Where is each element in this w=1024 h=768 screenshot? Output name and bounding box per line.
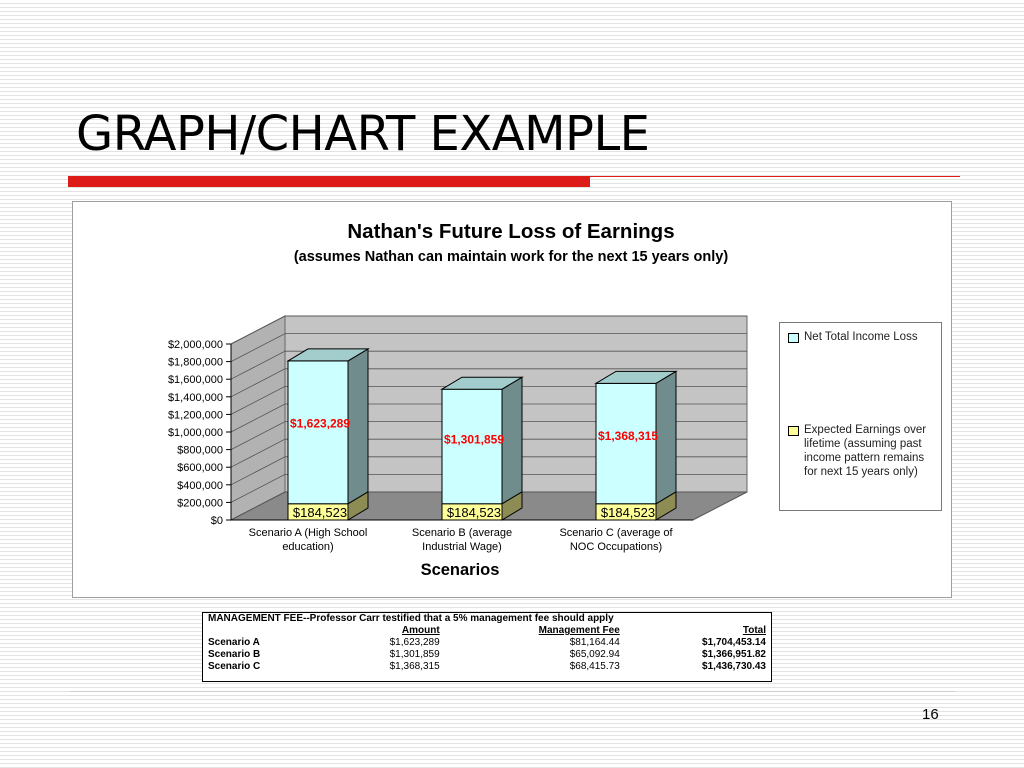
x-tick-label: Scenario A (High School [248,527,368,539]
fee-row-total: $1,704,453.14 [702,637,766,648]
bar-segment-front [288,361,351,504]
fee-table-header-row [203,625,771,637]
fee-row-total: $1,366,951.82 [702,649,766,660]
x-tick-label: Industrial Wage) [422,541,502,553]
x-tick-label: education) [282,541,334,553]
fee-row-total: $1,436,730.43 [702,661,766,672]
y-tick-label: $0 [210,515,223,527]
bar-data-label: $1,301,859 [443,432,505,447]
y-tick-label: $1,200,000 [167,409,223,422]
y-tick-label: $2,000,000 [167,339,223,351]
footer-divider [70,691,956,692]
bar-segment-side [502,377,522,504]
slide-title: GRAPH/CHART EXAMPLE [76,106,650,162]
fee-row-amount: $1,301,859 [389,649,440,660]
bar-data-label: $184,523 [292,504,348,520]
x-tick-label: NOC Occupations) [569,541,663,553]
legend-label-expected-earnings: Expected Earnings over lifetime (assuming past income pattern remains for next 15 years only) [804,424,927,478]
title-underline-thin [590,176,960,177]
fee-table-title: MANAGEMENT FEE--Professor Carr testified that a 5% management fee should apply [208,613,614,624]
table-row [203,649,771,661]
fee-row-management-fee: $68,415.73 [569,661,620,672]
bar-segment-front [442,389,505,504]
chart-frame [72,201,952,598]
bar-data-label: $1,623,289 [289,416,351,431]
chart-title: Nathan's Future Loss of Earnings [347,220,675,243]
chart-legend [779,322,942,511]
fee-row-label: Scenario B [208,649,261,660]
y-tick-label: $1,400,000 [167,391,223,404]
legend-swatch-net-income-loss [788,333,799,343]
y-tick-label: $1,800,000 [167,356,223,369]
fee-row-label: Scenario C [208,661,261,672]
table-row [203,661,771,673]
bar-segment-front [596,383,659,503]
y-tick-label: $1,000,000 [167,427,223,439]
management-fee-table [202,612,772,682]
y-tick-label: $800,000 [177,444,223,457]
fee-header-blank [203,625,326,637]
x-axis-title: Scenarios [420,561,500,579]
y-tick-label: $600,000 [177,462,223,475]
bar-segment-side [656,371,676,503]
title-underline-thick [68,176,590,187]
page-number: 16 [922,706,939,723]
fee-row-amount: $1,623,289 [389,637,440,648]
fee-row-amount: $1,368,315 [389,661,440,672]
y-tick-label: $200,000 [177,497,223,510]
legend-item-net-income-loss [788,330,938,344]
legend-swatch-expected-earnings [788,426,799,436]
fee-row-management-fee: $81,164.44 [569,637,620,648]
chart-subtitle: (assumes Nathan can maintain work for the next 15 years only) [293,249,729,265]
bar-segment-side [348,349,368,504]
fee-header-total: Total [742,625,766,636]
x-tick-label: Scenario B (average [411,527,513,539]
fee-row-management-fee: $65,092.94 [569,649,620,660]
y-tick-label: $400,000 [177,479,223,492]
bar-data-label: $184,523 [600,504,656,520]
bar-data-label: $1,368,315 [597,429,659,444]
x-tick-label: Scenario C (average of [559,527,673,539]
y-tick-label: $1,600,000 [167,374,223,387]
legend-item-expected-earnings [788,423,938,479]
bar-data-label: $184,523 [446,504,502,520]
table-row [203,637,771,649]
fee-row-label: Scenario A [208,637,260,648]
legend-label-net-income-loss: Net Total Income Loss [804,331,918,343]
fee-header-management-fee: Management Fee [538,625,620,636]
fee-header-amount: Amount [401,625,440,636]
